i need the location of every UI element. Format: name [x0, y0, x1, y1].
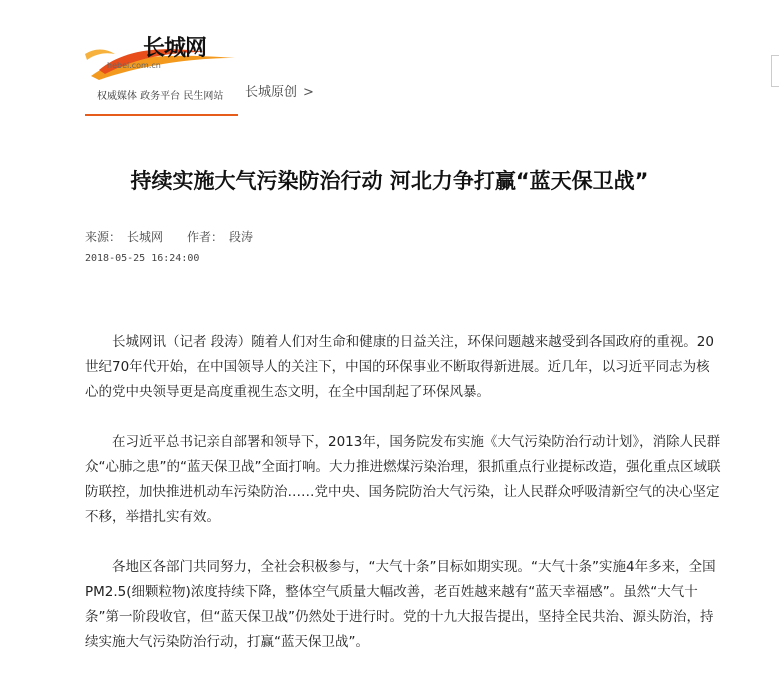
source-value: 长城网 — [127, 230, 164, 244]
author-label: 作者： — [187, 230, 224, 244]
site-logo[interactable] — [85, 18, 245, 84]
site-slogan: 权威媒体 政务平台 民生网站 — [97, 91, 224, 102]
logo-domain: hebei.com.cn — [107, 61, 161, 70]
breadcrumb-original[interactable] — [245, 81, 314, 100]
nav-underline — [85, 114, 238, 116]
article-body — [85, 330, 723, 680]
side-widget-edge[interactable] — [771, 55, 779, 87]
article-paragraph: 在习近平总书记亲自部署和领导下，2013年，国务院发布实施《大气污染防治行动计划》，消除人民群众“心肺之患”的“蓝天保卫战”全面打响。大力推进燃煤污染治理，狠抓重点行业提标改造，强化重点区域联防联控，加快推进机动车污染防治……党中央、国务院防治大气污染，让人民群众呼吸清新空气的决心坚定不移，举措扎实有效。 — [85, 434, 721, 525]
article-meta — [85, 228, 259, 245]
publish-datetime: 2018-05-25 16:24:00 — [85, 253, 200, 264]
breadcrumb-label: 长城原创 — [245, 85, 298, 100]
source-label: 来源： — [85, 230, 122, 244]
chevron-right-icon: > — [303, 85, 314, 100]
article-paragraph: 各地区各部门共同努力，全社会积极参与，“大气十条”目标如期实现。“大气十条”实施4年多来，全国PM2.5(细颗粒物)浓度持续下降，整体空气质量大幅改善，老百姓越来越有“蓝天幸福感”。虽然“大气十条”第一阶段收官，但“蓝天保卫战”仍然处于进行时。党的十九大报告提出，坚持全民共治、源头防治，持续实施大气污染防治行动，打赢“蓝天保卫战”。 — [85, 559, 716, 650]
article-paragraph: 长城网讯（记者 段涛）随着人们对生命和健康的日益关注，环保问题越来越受到各国政府的重视。20世纪70年代开始，在中国领导人的关注下，中国的环保事业不断取得新进展。近几年，以习近平同志为核心的党中央领导更是高度重视生态文明，在全中国刮起了环保风暴。 — [85, 334, 714, 400]
site-header — [0, 0, 779, 118]
logo-text: 长城网 — [143, 36, 207, 61]
author-value: 段涛 — [229, 230, 254, 244]
article-title: 持续实施大气污染防治行动 河北力争打赢“蓝天保卫战” — [130, 169, 649, 193]
